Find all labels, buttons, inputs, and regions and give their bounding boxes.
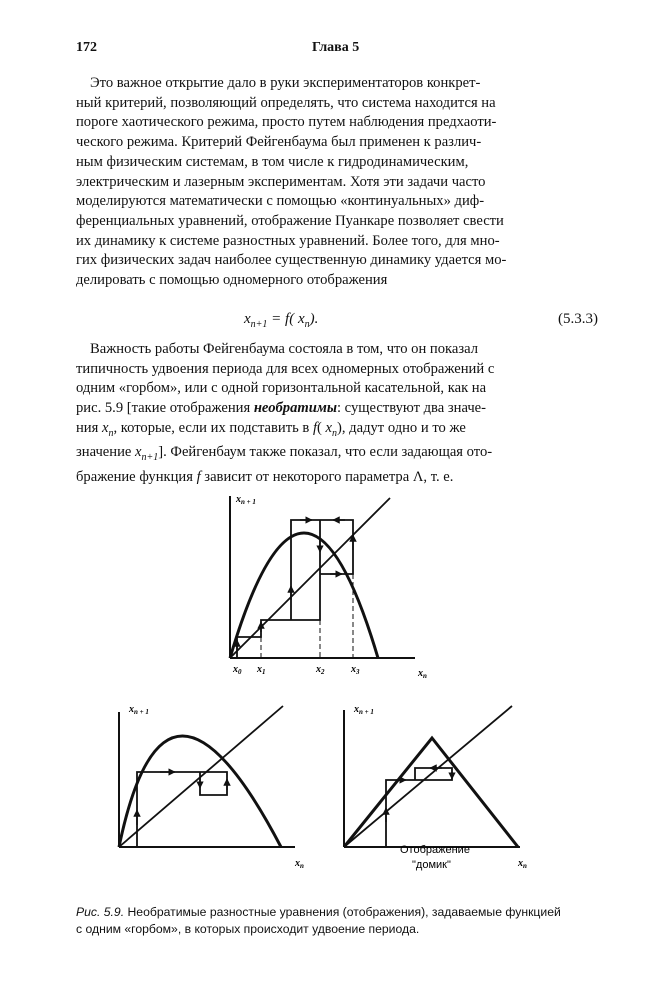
- caption-label: Рис. 5.9.: [76, 905, 125, 919]
- figure-caption: [76, 904, 610, 938]
- tick-label-x0: $x_0$: [233, 664, 242, 676]
- caption-line: Рис. 5.9. Необратимые разностные уравнения (отображения), задаваемые функцией: [76, 905, 561, 919]
- text-line: рис. 5.9 [такие отображения необратимы: существуют два значе-: [76, 400, 487, 417]
- text-line: типичность удвоения периода для всех одномерных отображений с: [76, 360, 495, 377]
- tent-curve: [344, 738, 518, 847]
- diagonal-line: [230, 498, 390, 658]
- equation-5-3-3: [76, 311, 598, 333]
- tent-map-annotation-line1: Отображение: [400, 844, 470, 856]
- tick-label-x3: $x_3$: [351, 664, 360, 676]
- cobweb-path: [386, 768, 452, 847]
- x-axis-label: $x_n$: [518, 858, 527, 870]
- text-line: ным физическим системам, в том числе к гидродинамическим,: [76, 153, 469, 170]
- text-line: бражение функция f зависит от некоторого параметра Λ, т. е.: [76, 469, 454, 486]
- figure-bottom-left-cobweb: [105, 700, 320, 880]
- text-line: ференциальных уравнений, отображение Пуанкаре позволяет свести: [76, 212, 504, 229]
- y-axis-label: $x_{n + 1}$: [236, 494, 256, 506]
- tent-map-annotation-line2: "домик": [412, 859, 451, 871]
- text-line: ный критерий, позволяющий определять, что система находится на: [76, 94, 496, 111]
- text-line: гих физических задач наиболее существенную динамику удается мо-: [76, 252, 507, 269]
- y-axis-label: $x_{n + 1}$: [354, 704, 374, 716]
- text-line: пороге хаотического режима, просто путем наблюдения предхаоти-: [76, 114, 497, 131]
- chapter-title: Глава 5: [312, 40, 360, 55]
- text-line: одним «горбом», или с одной горизонтальной касательной, как на: [76, 380, 487, 397]
- text-line: моделируются математически с помощью «континуальных» диф-: [76, 193, 485, 210]
- paragraph-1: [76, 74, 598, 291]
- equation-body: $x_{n+1} = f$( $x_n$).: [244, 311, 319, 330]
- cobweb-path: [137, 772, 227, 847]
- tick-label-x2: $x_2$: [316, 664, 325, 676]
- hump-curve: [230, 533, 378, 658]
- tick-label-x1: $x_1$: [257, 664, 266, 676]
- x-axis-label: $x_n$: [418, 668, 427, 680]
- text-line: ческого режима. Критерий Фейгенбаума был применен к различ-: [76, 134, 482, 151]
- page-number: 172: [76, 40, 97, 55]
- paragraph-2: [76, 340, 598, 488]
- caption-line: с одним «горбом», в которых происходит удвоение периода.: [76, 922, 420, 936]
- text-line: делировать с помощью одномерного отображения: [76, 272, 388, 289]
- y-axis-label: $x_{n + 1}$: [129, 704, 149, 716]
- x-axis-label: $x_n$: [295, 858, 304, 870]
- text-line: Важность работы Фейгенбаума состояла в том, что он показал: [90, 341, 479, 357]
- text-line: их динамику к системе разностных уравнений. Более того, для мно-: [76, 232, 500, 249]
- figure-top-cobweb: [200, 490, 450, 695]
- diagonal-line: [344, 706, 512, 847]
- equation-number: (5.3.3): [558, 311, 598, 327]
- text-line: Это важное открытие дало в руки экспериментаторов конкрет-: [90, 75, 481, 91]
- diagonal-line: [119, 706, 283, 847]
- figure-bottom-right-tent-map: [330, 700, 545, 880]
- text-line: электрическим и лазерным экспериментам. Хотя эти задачи часто: [76, 173, 486, 190]
- text-line: ния $x_n$, которые, если их подставить в f( $x_n$), дадут одно и то же: [76, 419, 466, 439]
- text-line: значение $x_{n+1}$]. Фейгенбаум также показал, что если задающая ото-: [76, 444, 493, 464]
